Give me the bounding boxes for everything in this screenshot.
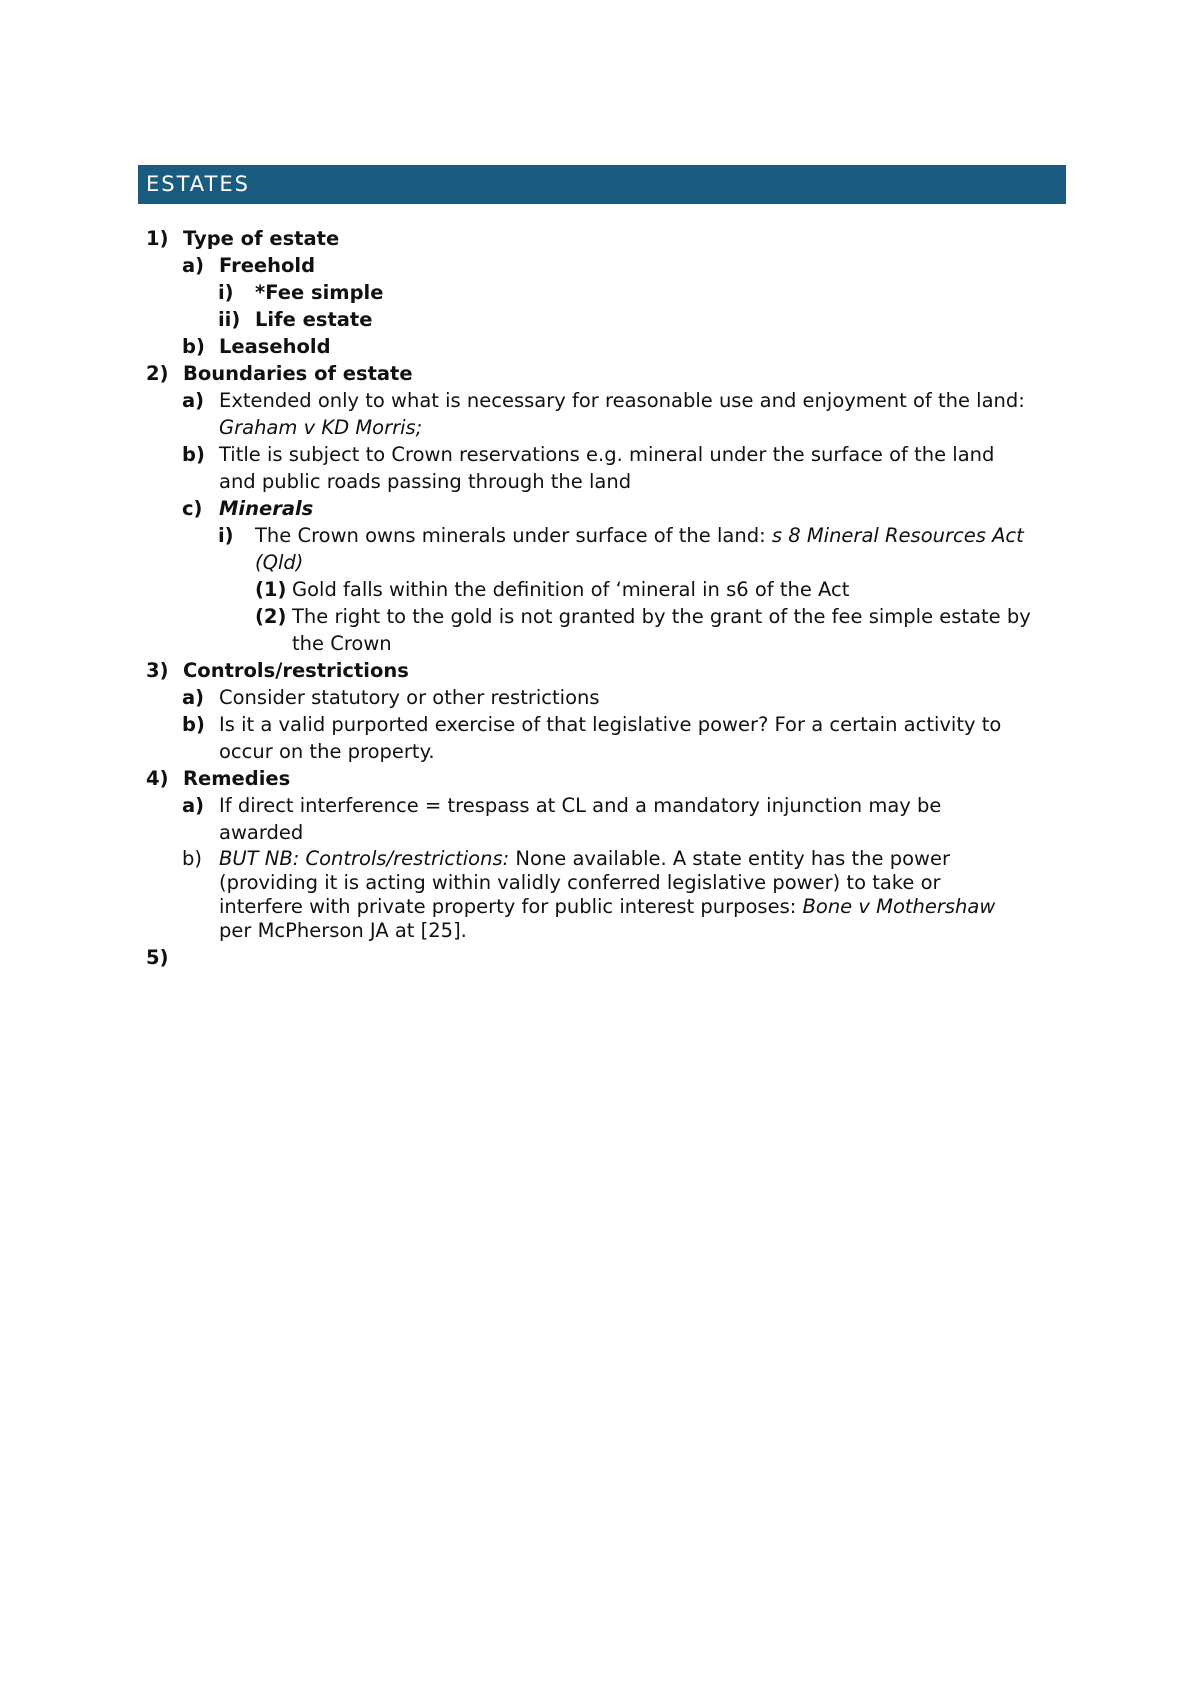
case-citation: Bone v Mothershaw: [802, 895, 996, 918]
list-number: b): [182, 713, 205, 736]
list-number: i): [218, 281, 234, 304]
list-number: ii): [218, 308, 241, 331]
list-text: Minerals: [219, 497, 314, 520]
list-text: The Crown owns minerals under surface of the land:: [255, 524, 772, 547]
list-number: 2): [146, 362, 169, 385]
list-text: Remedies: [183, 767, 291, 790]
list-number: a): [182, 389, 205, 412]
statute-citation: s 8 Mineral Resources Act: [771, 524, 1024, 547]
list-number: b): [182, 335, 205, 358]
case-citation: Graham v KD Morris;: [219, 416, 423, 439]
list-text: The right to the gold is not granted by the grant of the fee simple estate by: [292, 605, 1031, 628]
list-text: *Fee simple: [255, 281, 384, 304]
list-number: 5): [146, 946, 169, 969]
list-number: 4): [146, 767, 169, 790]
list-number: a): [182, 254, 205, 277]
list-text: the Crown: [292, 632, 392, 655]
list-text: None available. A state entity has the power: [509, 847, 950, 870]
list-number: (2): [255, 605, 287, 628]
list-text: Consider statutory or other restrictions: [219, 686, 600, 709]
list-text: Freehold: [219, 254, 316, 277]
list-text: Type of estate: [183, 227, 340, 250]
list-text: Title is subject to Crown reservations e.g. mineral under the surface of the land: [219, 443, 995, 466]
list-text: If direct interference = trespass at CL and a mandatory injunction may be: [219, 794, 942, 817]
list-number: b): [182, 847, 202, 870]
list-text: Extended only to what is necessary for reasonable use and enjoyment of the land:: [219, 389, 1025, 412]
list-text: Is it a valid purported exercise of that legislative power? For a certain activity to: [219, 713, 1002, 736]
section-banner: [138, 165, 1066, 204]
list-number: (1): [255, 578, 287, 601]
list-text: and public roads passing through the land: [219, 470, 632, 493]
list-text: per McPherson JA at [25].: [219, 919, 467, 942]
section-title: ESTATES: [146, 172, 250, 196]
list-number: a): [182, 686, 205, 709]
list-text: Boundaries of estate: [183, 362, 413, 385]
list-number: b): [182, 443, 205, 466]
list-text: Leasehold: [219, 335, 331, 358]
statute-citation: (Qld): [255, 551, 304, 574]
list-number: c): [182, 497, 203, 520]
list-text: Life estate: [255, 308, 373, 331]
list-text: interfere with private property for public interest purposes:: [219, 895, 803, 918]
list-number: 1): [146, 227, 169, 250]
list-number: a): [182, 794, 205, 817]
note-lead: BUT NB: Controls/restrictions:: [219, 847, 510, 870]
list-text: occur on the property.: [219, 740, 435, 763]
list-number: i): [218, 524, 234, 547]
list-text: Controls/restrictions: [183, 659, 409, 682]
list-text: (providing it is acting within validly conferred legislative power) to take or: [219, 871, 941, 894]
list-number: 3): [146, 659, 169, 682]
list-text: Gold falls within the definition of ‘mineral in s6 of the Act: [292, 578, 850, 601]
list-text: awarded: [219, 821, 304, 844]
